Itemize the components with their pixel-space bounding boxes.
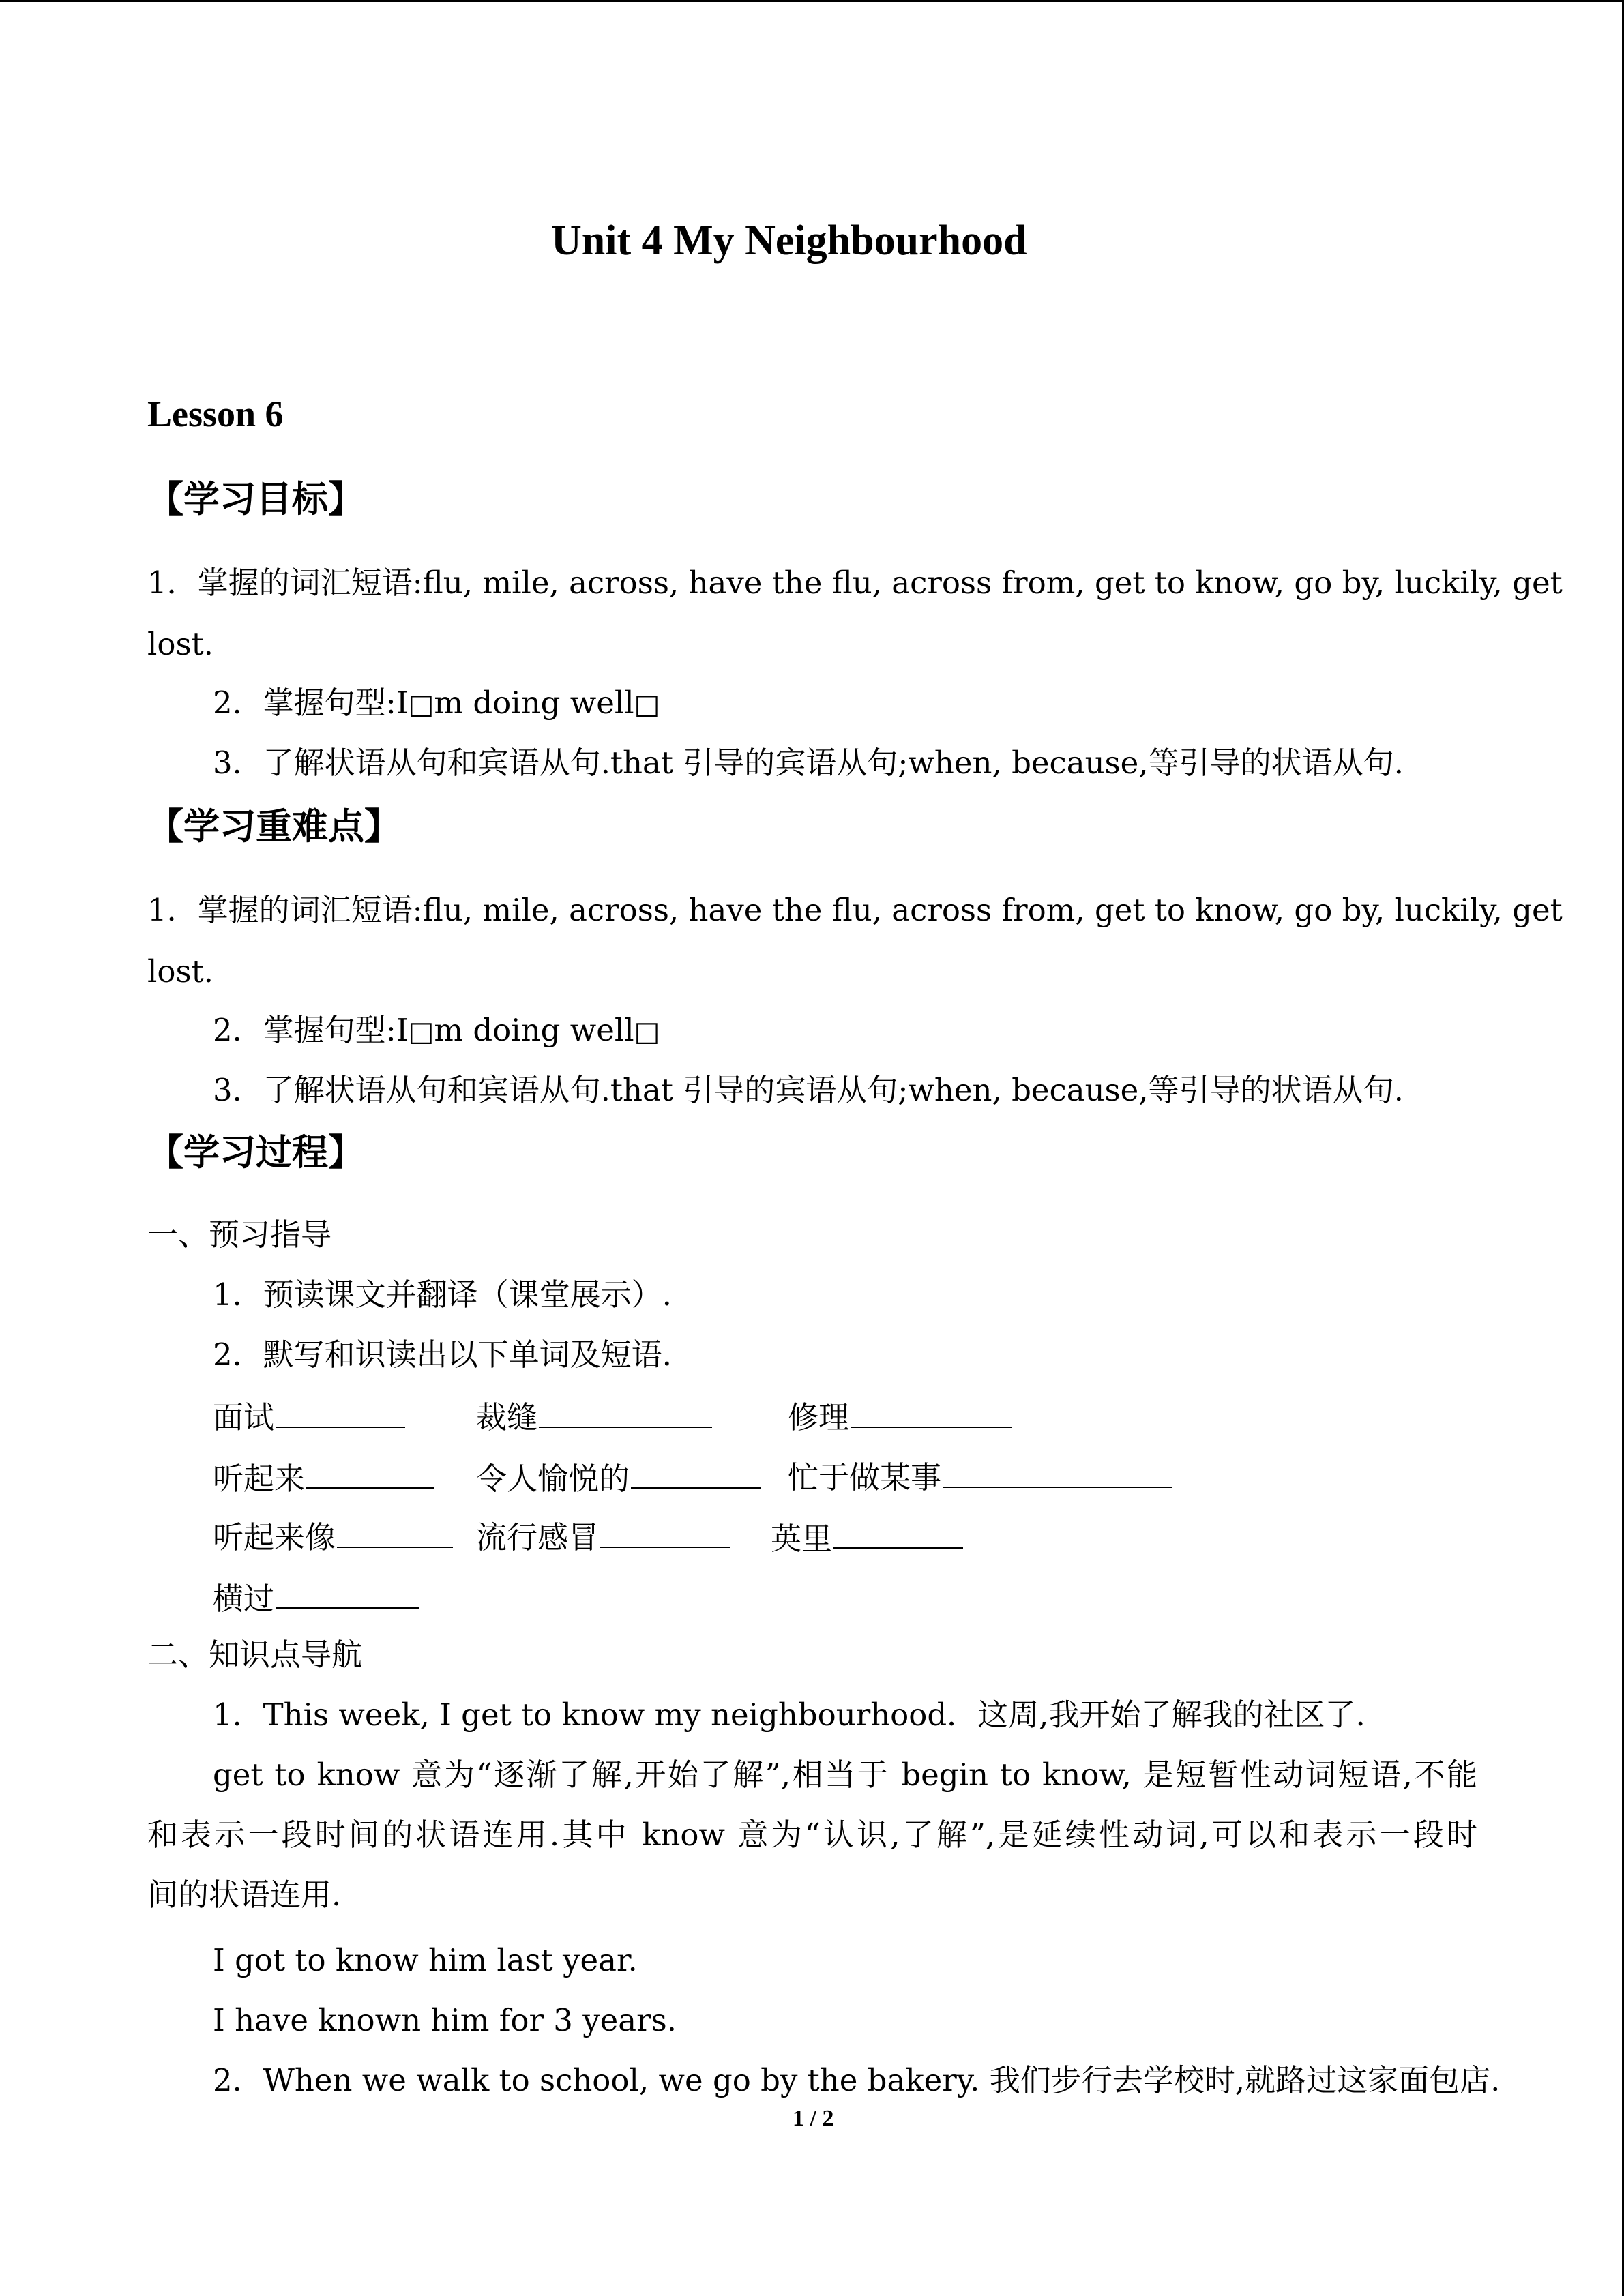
vocab-flu: 流行感冒 [476, 1519, 730, 1553]
vocab-busy-doing: 忙于做某事 [788, 1459, 1172, 1493]
lesson-heading: Lesson 6 [147, 393, 284, 434]
page-top-border [0, 0, 1624, 2]
goals-item-2-suffix: m doing well [434, 685, 634, 721]
knowledge-example-1: I got to know him last year. [213, 1942, 638, 1978]
preview-item-1: 1．预读课文并翻译（课堂展示）. [213, 1277, 672, 1313]
section-heading-process: 【学习过程】 [147, 1132, 364, 1174]
vocab-pleasant: 令人愉悦的 [476, 1459, 761, 1494]
fill-blank-mile[interactable] [833, 1519, 963, 1549]
vocab-sound: 听起来 [213, 1459, 434, 1494]
vocab-across: 横过 [213, 1579, 419, 1614]
goals-item-3: 3．了解状语从句和宾语从句.that 引导的宾语从句;when, because,等引导的状语从句. [213, 745, 1404, 781]
vocab-repair: 修理 [788, 1399, 1012, 1433]
fill-blank-repair[interactable] [851, 1399, 1012, 1428]
page-title: Unit 4 My Neighbourhood [551, 218, 1027, 264]
key-points-item-2-suffix: m doing well [434, 1012, 634, 1048]
section-heading-key-points: 【学习重难点】 [147, 806, 400, 848]
key-points-item-2-prefix: 2．掌握句型:I [213, 1012, 409, 1048]
vocab-sound-like: 听起来像 [213, 1519, 453, 1553]
knowledge-point-2: 2．When we walk to school, we go by the bakery. 我们步行去学校时,就路过这家面包店. [213, 2062, 1501, 2098]
key-points-item-1-line-2: lost. [147, 953, 213, 989]
fill-blank-tailor[interactable] [539, 1399, 712, 1428]
goals-item-2-prefix: 2．掌握句型:I [213, 685, 409, 721]
key-points-item-1-line-1: 1．掌握的词汇短语:flu, mile, across, have the flu, across from, get to know, go by, luckily, get [147, 892, 1563, 928]
fill-blank-interview[interactable] [276, 1399, 405, 1428]
fill-blank-pleasant[interactable] [631, 1459, 761, 1489]
missing-glyph-icon: □ [408, 1016, 434, 1047]
knowledge-example-2: I have known him for 3 years. [213, 2002, 677, 2038]
section-heading-goals: 【学习目标】 [147, 479, 364, 520]
key-points-item-3: 3．了解状语从句和宾语从句.that 引导的宾语从句;when, because,等引导的状语从句. [213, 1072, 1404, 1108]
goals-item-2 [213, 685, 660, 721]
key-points-item-2 [213, 1012, 660, 1048]
missing-glyph-icon: □ [408, 689, 434, 720]
fill-blank-across[interactable] [276, 1579, 419, 1609]
knowledge-explain-line-1: get to know 意为“逐渐了解,开始了解”,相当于 begin to know, 是短暂性动词短语,不能 [213, 1757, 1477, 1793]
knowledge-explain-line-3: 间的状语连用. [147, 1877, 342, 1913]
fill-blank-sound[interactable] [306, 1459, 434, 1489]
preview-item-2: 2．默写和识读出以下单词及短语. [213, 1337, 672, 1373]
knowledge-heading: 二、知识点导航 [147, 1637, 363, 1673]
vocab-mile: 英里 [771, 1519, 963, 1554]
missing-glyph-icon: □ [634, 689, 660, 720]
page-number: 1 / 2 [793, 2106, 834, 2131]
fill-blank-busy-doing[interactable] [943, 1459, 1172, 1488]
knowledge-point-1: 1．This week, I get to know my neighbourhood．这周,我开始了解我的社区了. [213, 1697, 1365, 1733]
preview-heading: 一、预习指导 [147, 1217, 332, 1253]
goals-item-1-line-1: 1．掌握的词汇短语:flu, mile, across, have the flu, across from, get to know, go by, luckily, get [147, 565, 1563, 601]
knowledge-explain-line-2: 和表示一段时间的状语连用.其中 know 意为“认识,了解”,是延续性动词,可以和表示一段时 [147, 1817, 1477, 1853]
fill-blank-sound-like[interactable] [337, 1519, 453, 1548]
fill-blank-flu[interactable] [600, 1519, 730, 1548]
missing-glyph-icon: □ [634, 1016, 660, 1047]
goals-item-1-line-2: lost. [147, 626, 213, 662]
vocab-interview: 面试 [213, 1399, 405, 1433]
vocab-tailor: 裁缝 [476, 1399, 712, 1433]
